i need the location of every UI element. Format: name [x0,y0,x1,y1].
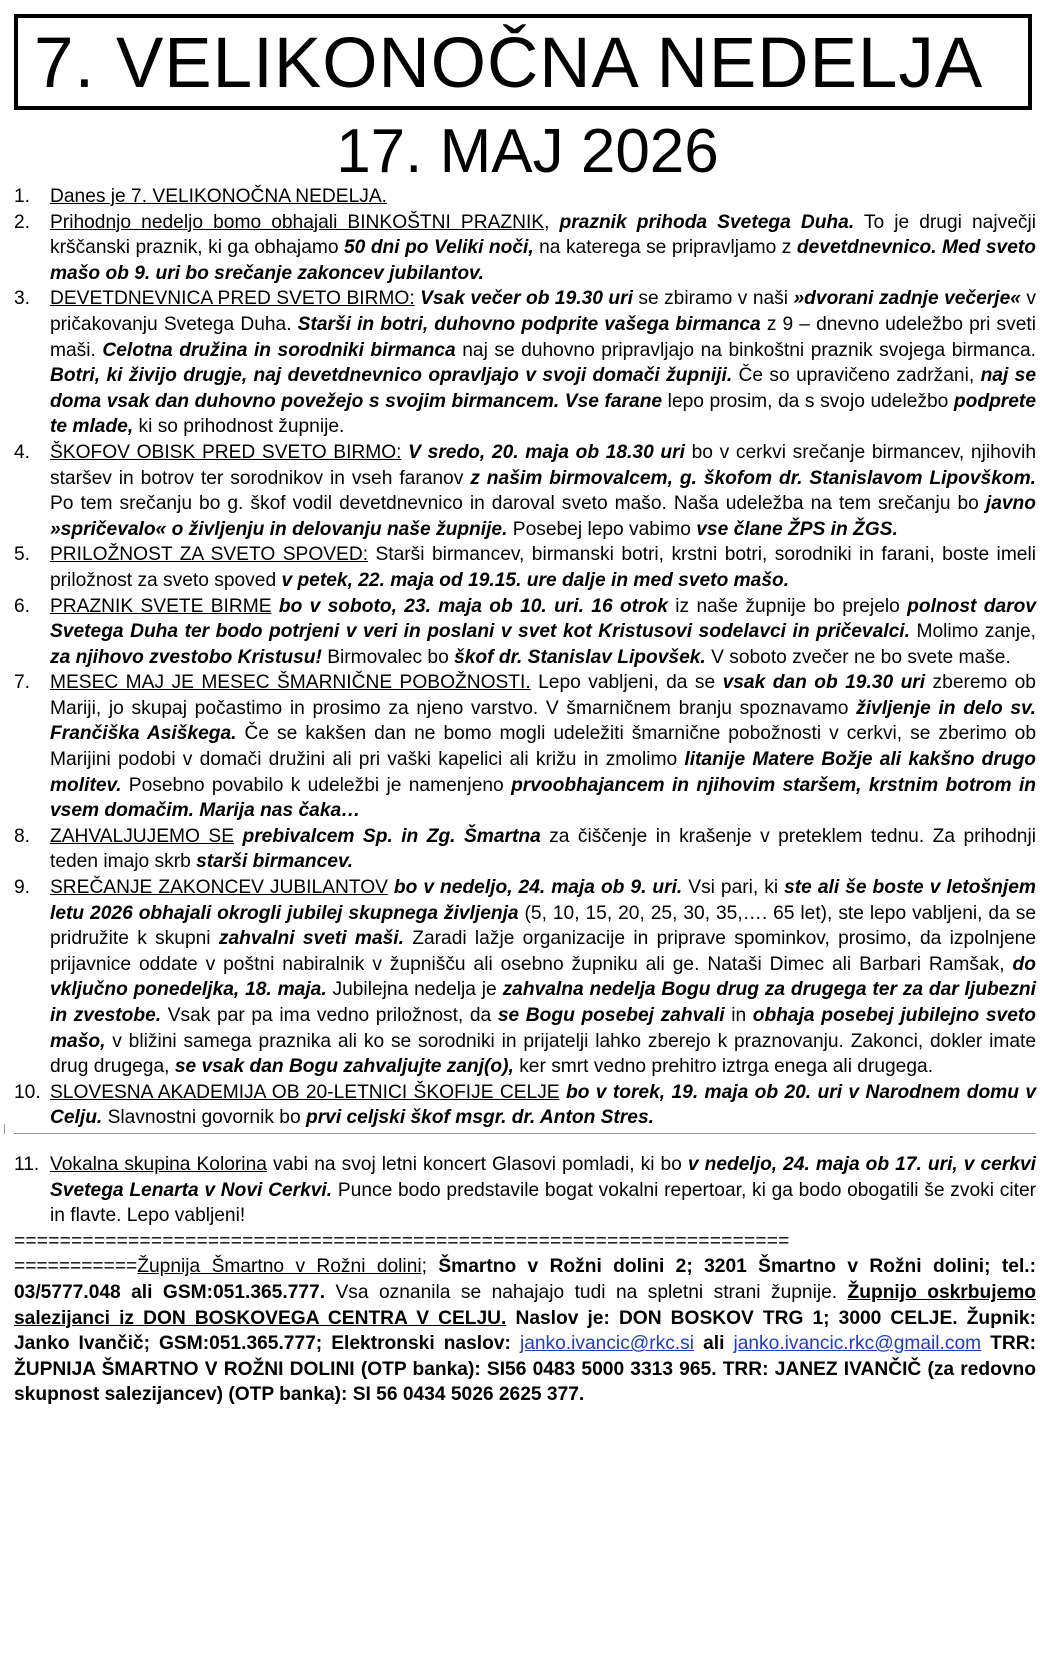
item-number: 5. [14,544,31,566]
or-text: ali [694,1333,734,1355]
item-text: Če se kakšen dan ne bomo mogli udeležiti šmarnične pobožnosti v cerkvi, se zberimo ob Marijini podobi v domači družini ali pri vaški kapelici ali križu in zmolimo [50,723,1037,771]
list-item [14,875,1036,1080]
list-item [14,286,1036,440]
item-emphasis: starši birmancev. [196,851,353,873]
item-emphasis: zahvalna nedelja Bogu drug za drugega ter za dar ljubezni in zvestobe. [50,979,1036,1026]
item-emphasis: bo v soboto, 23. maja ob 10. uri. 16 otrok [271,595,668,617]
item-text: v pričakovanju Svetega Duha. [50,288,1037,335]
equals-prefix: =========== [14,1256,138,1278]
contact-info: Naslov je: DON BOSKOV TRG 1; 3000 CELJE. Župnik: Janko Ivančič; GSM:051.365.777; Elektronski naslov: [14,1307,1036,1355]
item-emphasis: polnost darov Svetega Duha ter bodo potrjeni v veri in poslani v svet kot Kristusovi sodelavci in pričevalci. [50,595,1036,643]
item-text: v bližini samega praznika ali ko se sorodniki in prijatelji lahko zberejo k praznovanju. Zakonci, dokler imate drug drugega, [50,1030,1036,1078]
item-text: vabi na svoj letni koncert Glasovi pomladi, ki bo [266,1153,688,1175]
item-heading: Vokalna skupina Kolorina [50,1153,267,1175]
item-emphasis: devetdnevnico. Med sveto mašo ob 9. uri bo srečanje zakoncev jubilantov. [50,237,1037,284]
title-box [14,14,1032,110]
list-item [14,1080,1036,1131]
item-heading: SLOVESNA AKADEMIJA OB 20-LETNICI ŠKOFIJE CELJE [50,1081,560,1103]
item-emphasis: v nedeljo, 24. maja ob 17. uri, v cerkvi Svetega Lenarta v Novi Cerkvi. [50,1153,1036,1201]
item-emphasis: bo v nedeljo, 24. maja ob 9. uri. [387,877,683,899]
item-emphasis: litanije Matere Božje ali kakšno drugo molitev. [50,749,1037,796]
item-emphasis: bo v torek, 19. maja ob 20. uri v Narodnem domu v Celju. [50,1081,1036,1129]
item-number: 7. [14,672,31,694]
item-emphasis: Botri, ki živijo drugje, naj devetdnevnico opravljajo v svoji domači župniji. [50,365,733,387]
item-emphasis: za njihovo zvestobo Kristusu! [50,646,322,668]
item-text: Posebno povabilo k udeležbi je namenjeno [121,774,512,796]
item-text: bo v cerkvi srečanje birmancev, njihovih staršev in botrov ter sorodnikov in vseh faranov [50,441,1036,489]
item-text: Zaradi lažje organizacije in priprave spominkov, prosimo, da izpolnjene prijavnice oddate v poštni nabiralnik v župnišču ali osebno župniku ali ge. Nataši Dimec ali Barbari Ramšak, [50,928,1037,975]
item-emphasis: življenje in delo sv. Frančiška Asiškega. [50,697,1036,745]
item-emphasis: v petek, 22. maja od 19.15. ure dalje in med sveto mašo. [281,569,790,591]
item-text: Lepo vabljeni, da se [530,672,723,694]
list-item [14,594,1036,671]
item-text: Slavnostni govornik bo [102,1107,306,1129]
item-heading: ZAHVALJUJEMO SE [50,825,235,847]
item-number: 10. [14,1081,41,1103]
item-number: 9. [14,877,31,899]
item-emphasis: prebivalcem Sp. in Zg. Šmartna [234,825,541,847]
item-heading: ŠKOFOV OBISK PRED SVETO BIRMO: [50,441,402,463]
page-title: 7. VELIKONOČNA NEDELJA [34,24,984,103]
item-heading: MESEC MAJ JE MESEC ŠMARNIČNE POBOŽNOSTI. [50,672,531,694]
item-number: 8. [14,825,31,847]
item-text: ki so prihodnost župnije. [133,416,345,438]
email-link-1[interactable]: janko.ivancic@rkc.si [519,1333,695,1355]
announcements [14,184,1036,1408]
bank-info: TRR: ŽUPNIJA ŠMARTNO V ROŽNI DOLINI (OTP banka): SI56 0483 5000 3313 965. TRR: JANEZ IVANČIČ (za redovno skupnost salezijancev) (OTP banka): SI 56 0434 5026 2625 377. [14,1333,1036,1406]
item-heading: PRILOŽNOST ZA SVETO SPOVED: [50,544,369,566]
item-heading: PRAZNIK SVETE BIRME [50,595,272,617]
page-date: 17. MAJ 2026 [336,117,719,186]
item-emphasis: do vključno ponedeljka, 18. maja. [50,953,1036,1001]
item-emphasis: z našim birmovalcem, g. škofom dr. Stanislavom Lipovškom. [470,467,1036,489]
list-item [14,542,1036,593]
item-text: Birmovalec bo [321,646,455,668]
item-emphasis: »dvorani zadnje večerje« [793,288,1021,310]
item-number: 11. [14,1153,40,1175]
item-heading: Prihodnjo nedeljo bomo obhajali BINKOŠTNI PRAZNIK, [50,211,550,233]
parish-name: Župnija Šmartno v Rožni dolini; [137,1256,427,1278]
item-heading: SREČANJE ZAKONCEV JUBILANTOV [50,877,388,899]
item-emphasis: 50 dni po Veliki noči, [344,237,534,259]
item-heading: Danes je 7. VELIKONOČNA NEDELJA. [50,186,387,207]
item-heading: DEVETDNEVNICA PRED SVETO BIRMO: [50,288,415,310]
item-emphasis: naj se doma vsak dan duhovno povežejo s svojim birmancem. Vse farane [50,365,1037,412]
item-emphasis: praznik prihoda Svetega Duha. [549,211,855,233]
item-text: (5, 10, 15, 20, 25, 30, 35,…. 65 let), ste lepo vabljeni, da se pridružite k skupni [50,902,1036,950]
announcement-list [14,184,1036,1131]
item-text: zberemo ob Mariji, jo skupaj počastimo in prosimo za njeno varstvo. V šmarničnem branju spoznavamo [50,672,1036,719]
item-text: V soboto zvečer ne bo svete maše. [705,646,1011,668]
list-item [14,670,1036,824]
item-number: 6. [14,595,31,617]
parish-address: Šmartno v Rožni dolini 2; 3201 Šmartno v Rožni dolini; tel.: 03/5777.048 ali GSM:051.365.777. [14,1256,1036,1303]
item-text: naj se duhovno pripravljajo na binkoštni praznik svojega birmanca. [455,339,1036,361]
item-text: Vsak par pa ima vedno priložnost, da [161,1005,498,1026]
list-item [14,184,1036,210]
email-link-2[interactable]: janko.ivancic.rkc@gmail.com [733,1333,982,1355]
item-text: za čiščenje in krašenje v preteklem tednu. Za prihodnji teden imajo skrb [50,825,1036,873]
item-text: To je drugi največji krščanski praznik, ki ga obhajamo [50,211,1036,259]
item-emphasis: Starši in botri, duhovno podprite vašega birmanca [297,313,761,335]
item-emphasis: ste ali še boste v letošnjem letu 2026 obhajali okrogli jubilej skupnega življenja [50,877,1036,924]
item-number: 4. [14,441,31,463]
list-item [14,440,1036,542]
item-text: Vsi pari, ki [682,877,785,899]
item-text: Po tem srečanju bo g. škof vodil devetdnevnico in daroval sveto mašo. Naša udeležba na tem srečanju bo [50,493,986,515]
item-text: na katerega se pripravljamo z [533,237,797,259]
item-text: in [724,1005,753,1026]
item-text: iz naše župnije bo prejelo [667,595,908,617]
item-text: Starši birmancev, birmanski botri, krstni botri, sorodniki in farani, boste imeli priložnost za sveto spoved [50,544,1036,591]
web-note: Vsa oznanila se nahajajo tudi na spletni strani župnije. [325,1281,848,1303]
item-text: Jubilejna nedelja je [326,979,503,1001]
item-text: lepo prosim, da s svojo udeležbo [662,390,954,412]
item-text: z 9 – dnevno udeležbo pri sveti maši. [50,313,1036,361]
list-item [14,210,1036,287]
item-emphasis: prvi celjski škof msgr. dr. Anton Stres. [305,1107,654,1129]
item-emphasis: vse člane ŽPS in ŽGS. [696,518,898,540]
item-emphasis: Vsak večer ob 19.30 uri [414,288,633,310]
item-emphasis: zahvalni sveti maši. [218,928,404,950]
equals-divider: ==================================================================== [14,1230,790,1252]
announcement-list-extra [14,1152,1036,1229]
item-text: Če so upravičeno zadržani, [732,365,981,387]
item-text: Posebej lepo vabimo [507,518,697,540]
item-emphasis: se vsak dan Bogu zahvaljujte zanj(o), [174,1056,514,1078]
item-emphasis: škof dr. Stanislav Lipovšek. [454,646,706,668]
item-number: 1. [14,186,31,207]
item-emphasis: javno »spričevalo« o življenju in delovanju naše župnije. [50,493,1036,540]
list-item [14,824,1036,875]
item-text: se zbiramo v naši [632,288,794,310]
item-emphasis: vsak dan ob 19.30 uri [722,672,926,694]
section-divider [14,1133,1036,1140]
item-number: 2. [14,211,31,233]
item-number: 3. [14,288,31,310]
list-item [14,1152,1036,1229]
item-emphasis: V sredo, 20. maja ob 18.30 uri [401,441,685,463]
item-emphasis: se Bogu posebej zahvali [497,1005,725,1026]
item-emphasis: Celotna družina in sorodniki birmanca [102,339,456,361]
item-emphasis: obhaja posebej jubilejno sveto mašo, [50,1005,1036,1052]
item-emphasis: prvoobhajancem in njihovim staršem, krstnim botrom in vsem domačim. Marija nas čaka… [50,774,1036,822]
item-text: Punce bodo predstavile bogat vokalni repertoar, ki ga bodo obogatili še zvoki citer in flavte. Lepo vabljeni! [50,1179,1037,1227]
item-text: Molimo zanje, [909,621,1036,643]
parish-footer [14,1254,1036,1408]
salesians-note: Župnijo oskrbujemo salezijanci iz DON BOSKOVEGA CENTRA V CELJU. [14,1281,1036,1329]
item-text: ker smrt vedno prehitro iztrga enega ali drugega. [513,1056,934,1078]
item-emphasis: podprete te mlade, [50,390,1036,438]
